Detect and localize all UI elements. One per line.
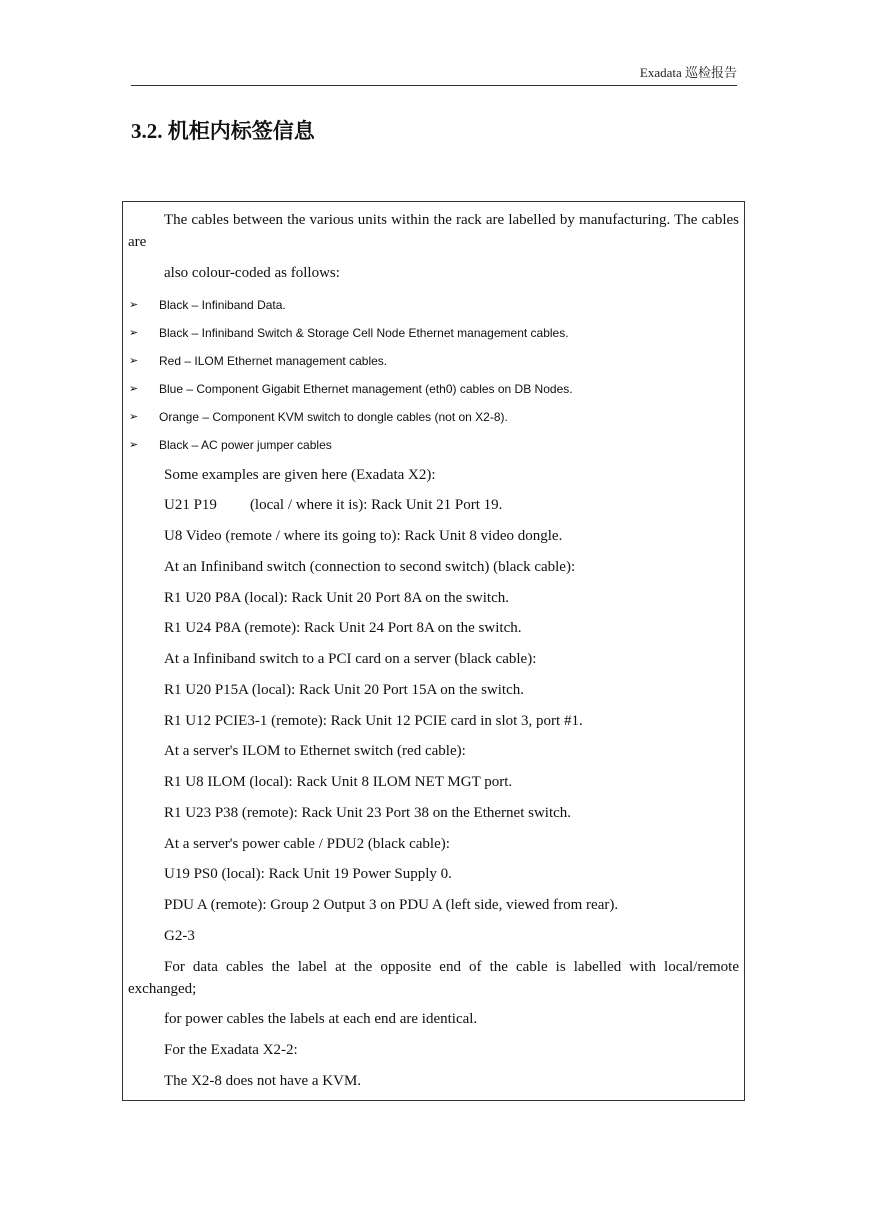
data-cables-paragraph: For data cables the label at the opposite end of the cable is labelled with local/remote exchanged; (128, 959, 739, 997)
bullet-item (129, 352, 729, 370)
example-line: R1 U8 ILOM (local): Rack Unit 8 ILOM NET MGT port. (164, 774, 513, 790)
section-title: 3.2. 机柜内标签信息 (131, 119, 315, 143)
example-line: At a Infiniband switch to a PCI card on a server (black cable): (164, 651, 537, 667)
arrow-bullet-icon: ➢ (129, 299, 139, 311)
bullet-item (129, 436, 729, 454)
example-line (164, 494, 502, 516)
example-line: PDU A (remote): Group 2 Output 3 on PDU A (left side, viewed from rear). (164, 897, 619, 913)
bullet-text: Black – Infiniband Data. (159, 298, 286, 312)
intro-continuation: also colour-coded as follows: (164, 265, 340, 281)
example-line: At an Infiniband switch (connection to second switch) (black cable): (164, 559, 576, 575)
content-box (122, 201, 745, 1101)
example-line: At a server's power cable / PDU2 (black cable): (164, 836, 450, 852)
example-line: R1 U12 PCIE3-1 (remote): Rack Unit 12 PCIE card in slot 3, port #1. (164, 713, 583, 729)
bullet-item (129, 408, 729, 426)
bullet-text: Red – ILOM Ethernet management cables. (159, 354, 388, 368)
bullet-item (129, 296, 729, 314)
examples-intro: Some examples are given here (Exadata X2): (164, 467, 436, 483)
intro-paragraph: The cables between the various units within the rack are labelled by manufacturing. The cables are (128, 212, 739, 250)
arrow-bullet-icon: ➢ (129, 411, 139, 423)
closing-line: For the Exadata X2-2: (164, 1042, 298, 1058)
closing-line: The X2-8 does not have a KVM. (164, 1073, 362, 1089)
closing-line: for power cables the labels at each end are identical. (164, 1011, 478, 1027)
example-line: R1 U23 P38 (remote): Rack Unit 23 Port 38 on the Ethernet switch. (164, 805, 572, 821)
example-line: R1 U20 P15A (local): Rack Unit 20 Port 15A on the switch. (164, 682, 524, 698)
example-line: R1 U20 P8A (local): Rack Unit 20 Port 8A on the switch. (164, 590, 509, 606)
bullet-item (129, 324, 729, 342)
example-line: U19 PS0 (local): Rack Unit 19 Power Supply 0. (164, 866, 452, 882)
bullet-item (129, 380, 729, 398)
example-line: U8 Video (remote / where its going to): Rack Unit 8 video dongle. (164, 528, 563, 544)
page-header-title: Exadata 巡检报告 (639, 65, 737, 80)
arrow-bullet-icon: ➢ (129, 355, 139, 367)
example-line: G2-3 (164, 928, 195, 944)
example-line: At a server's ILOM to Ethernet switch (red cable): (164, 743, 466, 759)
example-description: (local / where it is): Rack Unit 21 Port 19. (249, 497, 503, 513)
example-line: R1 U24 P8A (remote): Rack Unit 24 Port 8A on the switch. (164, 620, 522, 636)
bullet-text: Black – AC power jumper cables (159, 438, 332, 452)
arrow-bullet-icon: ➢ (129, 327, 139, 339)
bullet-text: Blue – Component Gigabit Ethernet management (eth0) cables on DB Nodes. (159, 382, 573, 396)
bullet-text: Orange – Component KVM switch to dongle cables (not on X2-8). (159, 410, 508, 424)
arrow-bullet-icon: ➢ (129, 383, 139, 395)
arrow-bullet-icon: ➢ (129, 439, 139, 451)
bullet-text: Black – Infiniband Switch & Storage Cell Node Ethernet management cables. (159, 326, 569, 340)
example-label: U21 P19 (164, 497, 217, 513)
header-divider (131, 85, 737, 86)
